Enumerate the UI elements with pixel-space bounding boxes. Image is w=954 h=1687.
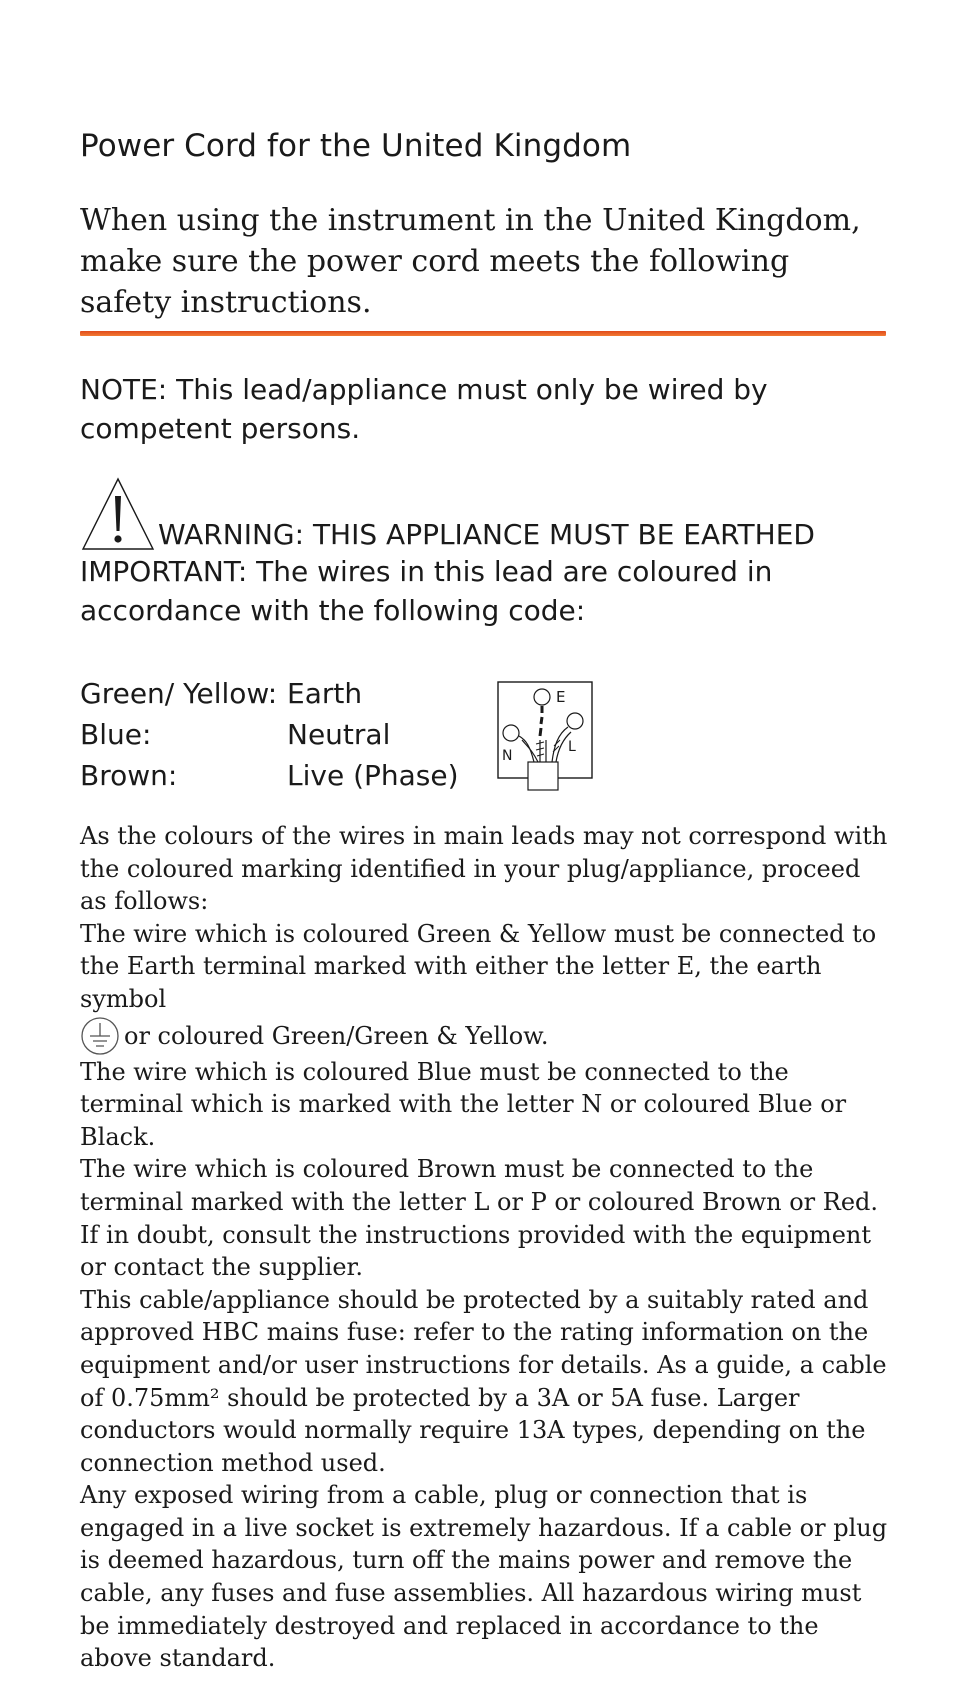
section-divider [80, 331, 886, 336]
important-text: IMPORTANT: The wires in this lead are coloured in accordance with the following code: [80, 555, 773, 627]
wire-role-label: Live (Phase) [287, 759, 459, 792]
wire-row-neutral [80, 714, 459, 755]
instruction-paragraph: Any exposed wiring from a cable, plug or connection that is engaged in a live socket is extremely hazardous. If a cable or plug is deemed hazardous, turn off the mains power and remove the cable, any fuses and fuse assemblies. All hazardous wiring must be immediately destroyed and replaced in accordance to the above standard. [80, 1481, 888, 1673]
instruction-paragraph-earth [80, 918, 892, 1056]
warning-triangle-icon [80, 476, 156, 552]
warning-block [80, 472, 886, 630]
wire-colour-label: Brown: [80, 759, 178, 792]
instruction-paragraph: The wire which is coloured Brown must be connected to the terminal marked with the letter L or P or coloured Brown or Red. [80, 1155, 879, 1216]
instruction-paragraph: As the colours of the wires in main leads may not correspond with the coloured marking identified in your plug/appliance, proceed as follows: [80, 822, 888, 916]
intro-paragraph: When using the instrument in the United Kingdom, make sure the power cord meets the following safety instructions. [80, 203, 861, 320]
wire-role-label: Earth [287, 677, 363, 710]
earth-symbol-icon [80, 1016, 120, 1056]
warning-line [80, 472, 886, 552]
wire-colour-table [80, 673, 459, 796]
wire-row-earth [80, 673, 459, 714]
wiring-instructions [80, 820, 892, 1675]
warning-text: WARNING: THIS APPLIANCE MUST BE EARTHED [158, 518, 815, 551]
plug-wiring-diagram-icon [496, 680, 596, 792]
wire-row-live [80, 755, 459, 796]
instruction-text: The wire which is coloured Green & Yellow must be connected to the Earth terminal marked with either the letter E, the earth symbol [80, 919, 877, 1013]
note-text: NOTE: This lead/appliance must only be wired by competent persons. [80, 373, 768, 445]
wire-role-label: Neutral [287, 718, 391, 751]
instruction-paragraph: The wire which is coloured Blue must be connected to the terminal which is marked with the letter N or coloured Blue or Black. [80, 1057, 847, 1151]
page-title: Power Cord for the United Kingdom [80, 128, 632, 164]
instruction-paragraph: If in doubt, consult the instructions provided with the equipment or contact the supplier. [80, 1220, 872, 1282]
instruction-text: or coloured Green/Green & Yellow. [124, 1021, 549, 1050]
wire-colour-label: Green/ Yellow: [80, 677, 278, 710]
wire-colour-label: Blue: [80, 718, 152, 751]
plug-live-label: L [568, 739, 576, 755]
instruction-paragraph: This cable/appliance should be protected by a suitably rated and approved HBC mains fuse: refer to the rating information on the equipment and/or user instructions for details. As a guide, a cable of 0.75mm² should be protected by a 3A or 5A fuse. Larger conductors would normally require 13A types, depending on the connection method used. [80, 1285, 887, 1477]
plug-earth-label: E [556, 688, 566, 706]
plug-neutral-label: N [502, 748, 513, 764]
